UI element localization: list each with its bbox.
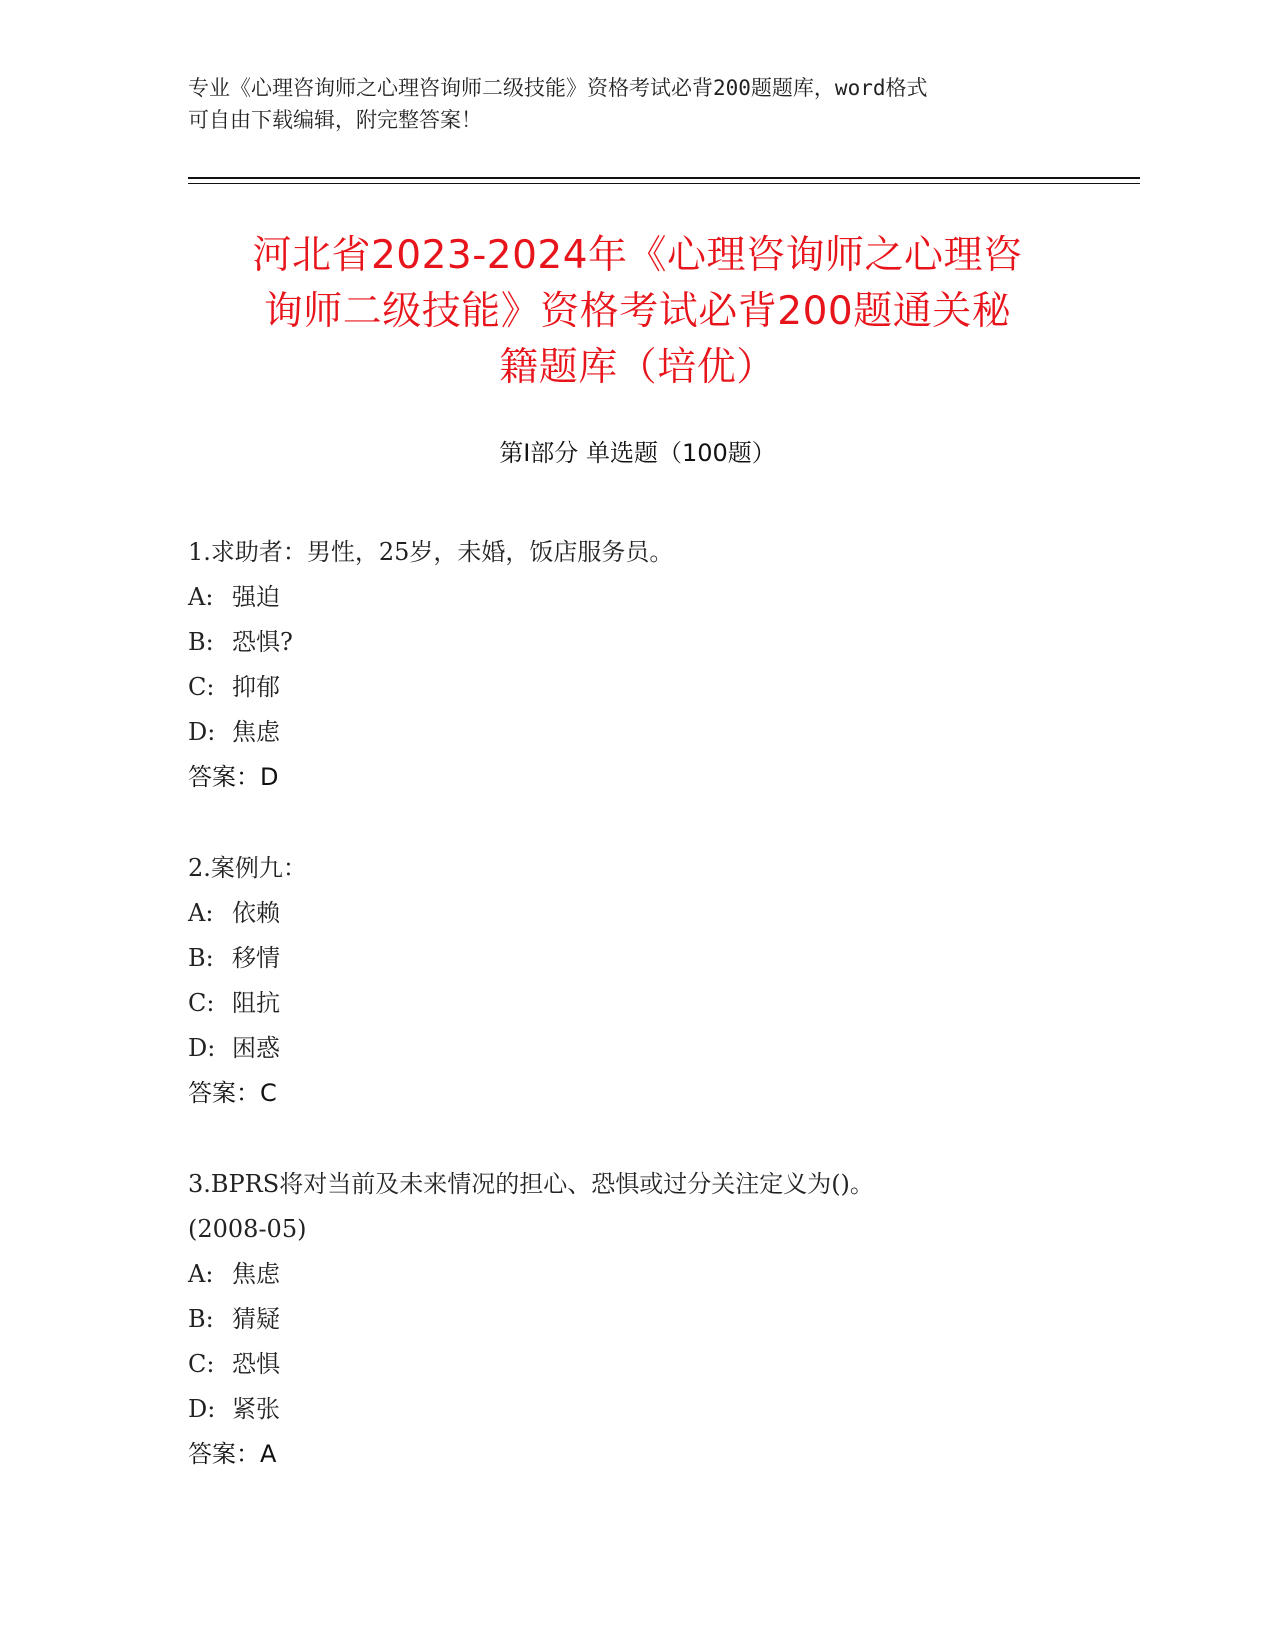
option-c [188,981,1088,1026]
option-key: B: [188,944,214,972]
option-key: D: [188,1034,216,1062]
option-text: 焦虑 [232,1260,280,1288]
option-text: 猜疑 [232,1305,280,1333]
header-rule-thin [188,183,1140,184]
option-d [188,710,1088,755]
answer-value: C [260,1079,277,1107]
option-text: 抑郁 [232,673,280,701]
option-c [188,665,1088,710]
option-text: 恐惧? [232,628,293,656]
document-title-line-2: 询师二级技能》资格考试必背200题通关秘 [263,289,1012,334]
question-stem-continued: (2008-05) [188,1215,307,1243]
answer-label: 答案： [188,1079,260,1107]
header-rule-thick [188,177,1140,179]
header-note [188,72,1068,136]
option-key: A: [188,583,214,611]
option-key: C: [188,1350,215,1378]
option-a [188,1252,1088,1297]
question-2 [188,846,1088,1116]
question-1 [188,530,1088,800]
option-key: D: [188,1395,216,1423]
option-b [188,1297,1088,1342]
answer-line [188,1432,1088,1477]
answer-label: 答案： [188,763,260,791]
option-key: B: [188,628,214,656]
option-key: A: [188,1260,214,1288]
option-text: 焦虑 [232,718,280,746]
section-heading: 第I部分 单选题（100题） [499,439,776,467]
option-c [188,1342,1088,1387]
option-key: C: [188,989,215,1017]
question-3 [188,1162,1088,1477]
option-text: 移情 [232,944,280,972]
answer-label: 答案： [188,1440,260,1468]
option-key: C: [188,673,215,701]
document-title-line-3: 籍题库（培优） [499,345,776,390]
question-list [188,530,1088,1523]
option-b [188,936,1088,981]
answer-line [188,1071,1088,1116]
answer-line [188,755,1088,800]
question-stem: 1.求助者：男性，25岁，未婚，饭店服务员。 [188,538,674,566]
header-note-line-1: 专业《心理咨询师之心理咨询师二级技能》资格考试必背200题题库，word格式 [188,76,928,100]
option-b [188,620,1088,665]
option-key: B: [188,1305,214,1333]
option-key: A: [188,899,214,927]
option-d [188,1387,1088,1432]
question-stem: 2.案例九： [188,854,307,882]
option-a [188,891,1088,936]
option-key: D: [188,718,216,746]
option-a [188,575,1088,620]
document-title [160,228,1115,396]
option-text: 依赖 [232,899,280,927]
answer-value: A [260,1440,277,1468]
answer-value: D [260,763,279,791]
option-text: 阻抗 [232,989,280,1017]
question-stem: 3.BPRS将对当前及未来情况的担心、恐惧或过分关注定义为()。 [188,1170,874,1198]
header-note-line-2: 可自由下载编辑，附完整答案！ [188,108,482,132]
option-d [188,1026,1088,1071]
document-title-line-1: 河北省2023-2024年《心理咨询师之心理咨 [252,233,1023,278]
option-text: 紧张 [232,1395,280,1423]
option-text: 强迫 [232,583,280,611]
option-text: 困惑 [232,1034,280,1062]
option-text: 恐惧 [232,1350,280,1378]
